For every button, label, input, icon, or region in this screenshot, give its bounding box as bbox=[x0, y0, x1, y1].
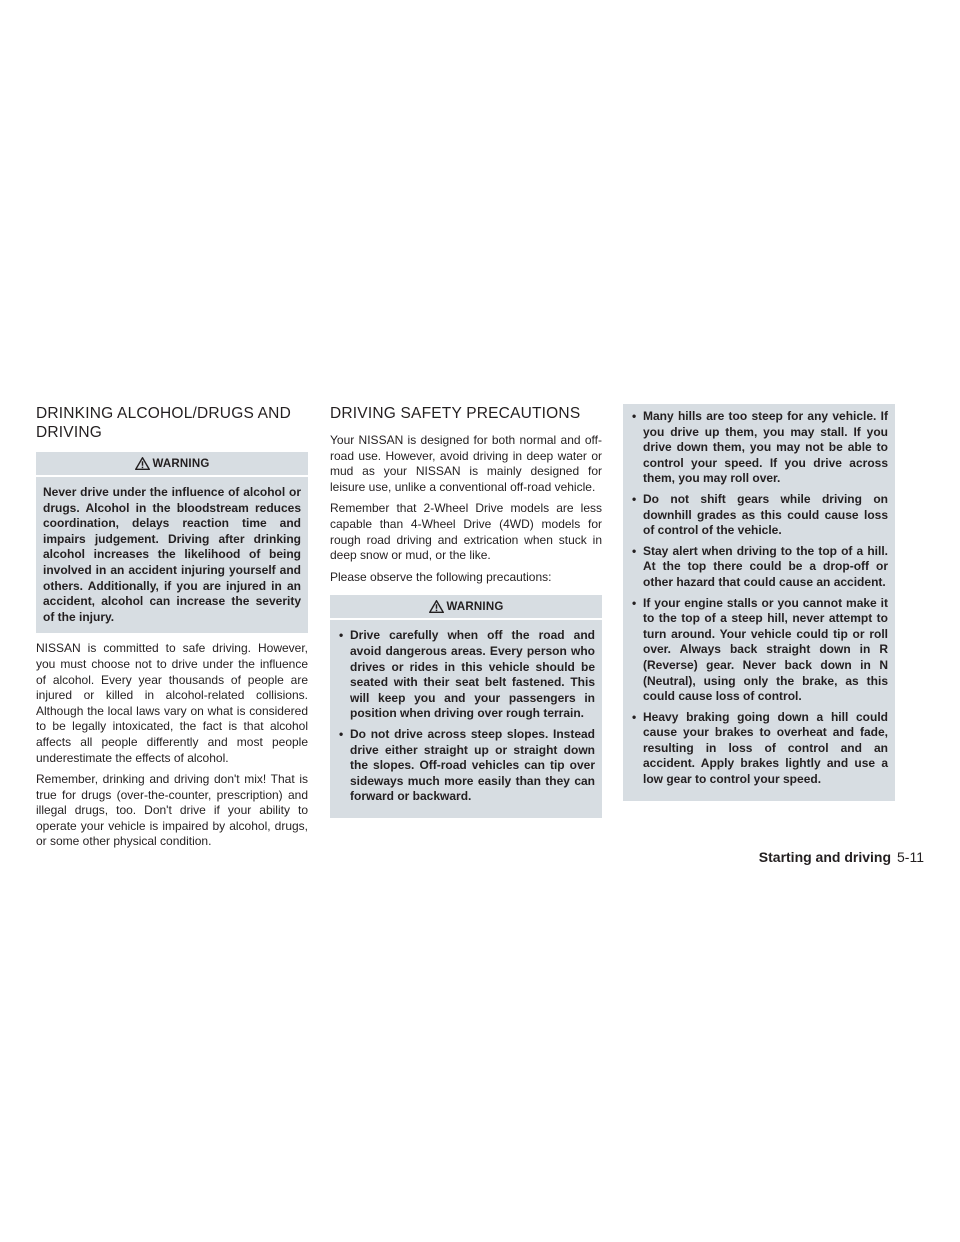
warning-box-safety bbox=[330, 595, 602, 818]
column-alcohol bbox=[36, 404, 308, 856]
warning-triangle-icon bbox=[429, 600, 444, 613]
warning-box-continued bbox=[623, 404, 895, 801]
warning-list-safety bbox=[337, 628, 595, 805]
warning-list-item: • Many hills are too steep for any vehicle. If you drive up them, you may stall. If you drive down them, you may not be able to control your speed. If you drive across them, you may roll over. bbox=[632, 409, 888, 486]
warning-list-item: • Do not drive across steep slopes. Instead drive either straight up or straight down the slopes. Off-road vehicles can tip over sideways much more easily than they can forward or backward. bbox=[339, 726, 595, 804]
warning-label: WARNING bbox=[152, 457, 210, 470]
warning-text-alcohol: Never drive under the influence of alcohol or drugs. Alcohol in the bloodstream reduces coordination, delays reaction time and impairs judgement. Driving after drinking alcohol increases the likelihood of being involved in an accident injuring yourself and others. Additionally, if you are injured in an accident, alcohol can increase the severity of the injury. bbox=[43, 485, 301, 624]
warning-list-item: • Stay alert when driving to the top of a hill. At the top there could be a drop-off or other hazard that could cause an accident. bbox=[632, 543, 888, 589]
warning-triangle-icon bbox=[135, 457, 150, 470]
column-safety bbox=[330, 404, 602, 826]
paragraph: Your NISSAN is designed for both normal and off-road use. However, avoid driving in deep water or mud as your NISSAN is mainly designed for leisure use, unlike a conventional off-road vehicle. bbox=[330, 433, 602, 494]
page-footer bbox=[759, 849, 924, 865]
warning-box-alcohol bbox=[36, 452, 308, 633]
section-title-safety: DRIVING SAFETY PRECAUTIONS bbox=[330, 405, 581, 422]
warning-header bbox=[36, 452, 308, 477]
section-title-alcohol: DRINKING ALCOHOL/DRUGS AND DRIVING bbox=[36, 405, 291, 441]
column-safety-continued bbox=[623, 404, 895, 809]
warning-label: WARNING bbox=[446, 600, 504, 613]
paragraph: NISSAN is committed to safe driving. However, you must choose not to drive under the influence of alcohol. Every year thousands of people are injured or killed in alcohol-related collisions. Although the local laws vary on what is considered to be legally intoxicated, the fact is that alcohol affects all people differently and most people underestimate the effects of alcohol. bbox=[36, 641, 308, 765]
chapter-title: Starting and driving bbox=[758, 849, 892, 865]
warning-list-item: • Drive carefully when off the road and avoid dangerous areas. Every person who drives or rides in this vehicle should be seated with their seat belt fastened. This will keep you and your passengers in position when driving over rough terrain. bbox=[339, 628, 595, 721]
paragraph: Remember, drinking and driving don't mix! That is true for drugs (over-the-counter, prescription) and illegal drugs, too. Don't drive if your ability to operate your vehicle is impaired by alcohol, drugs, or some other physical condition. bbox=[36, 772, 308, 849]
warning-list-item: • Do not shift gears while driving on downhill grades as this could cause loss of control of the vehicle. bbox=[632, 491, 888, 538]
paragraph: Remember that 2-Wheel Drive models are less capable than 4-Wheel Drive (4WD) models for rough road driving and extrication when stuck in deep snow or mud, or the like. bbox=[330, 501, 602, 563]
warning-list-item: • If your engine stalls or you cannot make it to the top of a steep hill, never attempt to turn around. Your vehicle could tip or roll over. Always back straight down in R (Reverse) gear. Never back down in N (Neutral), using only the brake, as this could cause loss of control. bbox=[632, 595, 888, 704]
warning-list-item: • Heavy braking going down a hill could cause your brakes to overheat and fade, resulting in loss of control and an accident. Apply brakes lightly and use a low gear to control your speed. bbox=[632, 709, 888, 787]
warning-header bbox=[330, 595, 602, 620]
paragraph: Please observe the following precautions: bbox=[330, 569, 552, 584]
warning-list-continued bbox=[630, 409, 888, 788]
page-number: 5-11 bbox=[897, 849, 924, 865]
